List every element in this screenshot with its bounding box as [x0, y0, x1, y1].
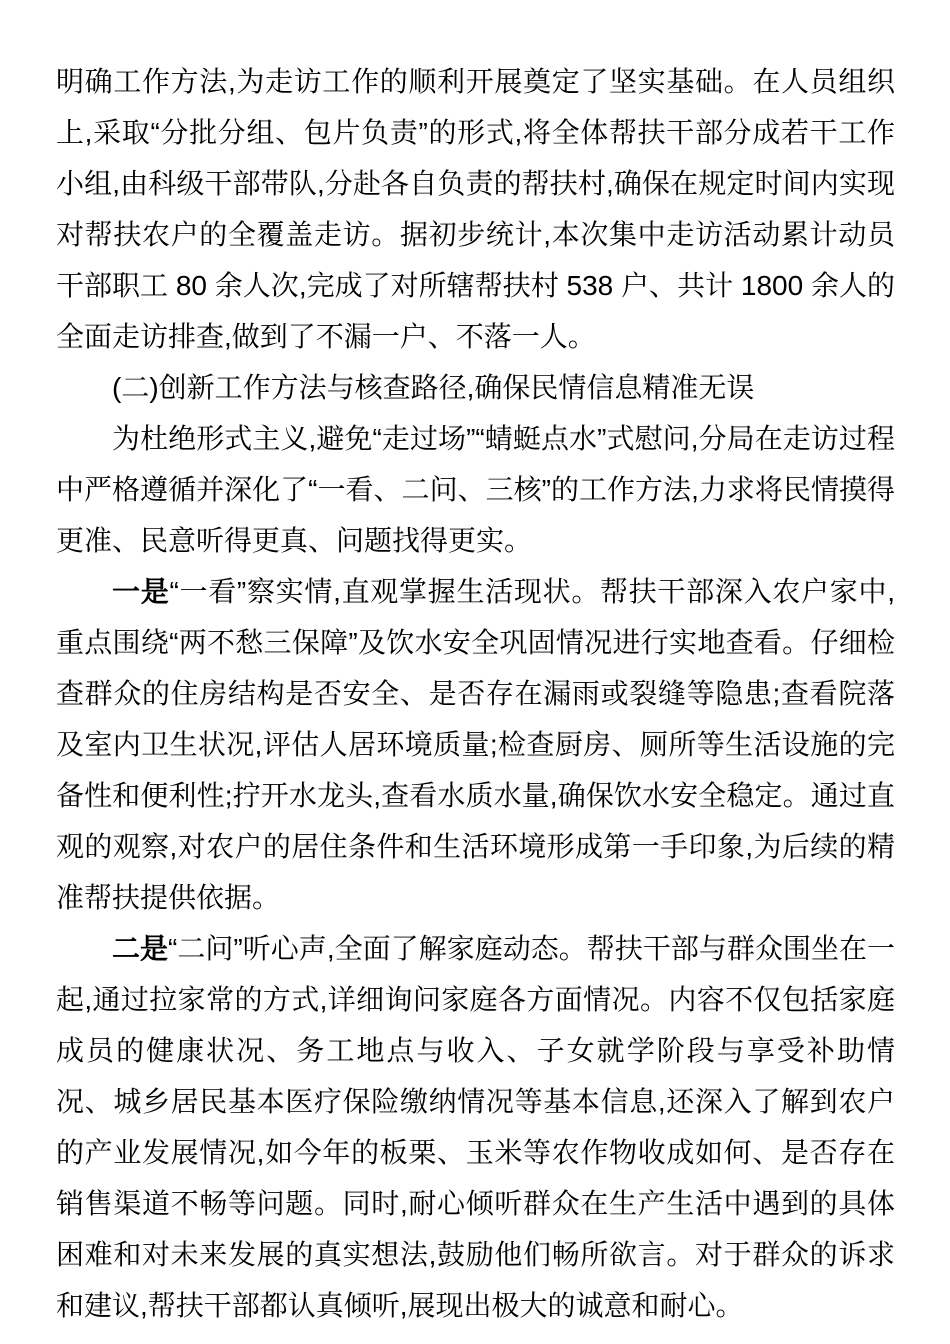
point-two-lead-label: 二是 [112, 933, 169, 964]
point-one-lead-label: 一是 [112, 576, 170, 607]
paragraph-continuation: 明确工作方法,为走访工作的顺利开展奠定了坚实基础。在人员组织上,采取“分批分组、包片负责”的形式,将全体帮扶干部分成若干工作小组,由科级干部带队,分赴各自负责的帮扶村,确保在规定时间内实现对帮扶农户的全覆盖走访。据初步统计,本次集中走访活动累计动员干部职工 80 余人次,完成了对所辖帮扶村 538 户、共计 1800 余人的全面走访排查,做到了不漏一户、不落一人。 [56, 66, 895, 352]
heading-section-two: (二)创新工作方法与核查路径,确保民情信息精准无误 [112, 372, 755, 403]
paragraph-method-intro: 为杜绝形式主义,避免“走过场”“蜻蜓点水”式慰问,分局在走访过程中严格遵循并深化了“一看、二问、三核”的工作方法,力求将民情摸得更准、民意听得更真、问题找得更实。 [56, 423, 895, 556]
point-two-text: “二问”听心声,全面了解家庭动态。帮扶干部与群众围坐在一起,通过拉家常的方式,详细询问家庭各方面情况。内容不仅包括家庭成员的健康状况、务工地点与收入、子女就学阶段与享受补助情况、城乡居民基本医疗保险缴纳情况等基本信息,还深入了解到农户的产业发展情况,如今年的板栗、玉米等农作物收成如何、是否存在销售渠道不畅等问题。同时,耐心倾听群众在生产生活中遇到的具体困难和对未来发展的真实想法,鼓励他们畅所欲言。对于群众的诉求和建议,帮扶干部都认真倾听,展现出极大的诚意和耐心。 [56, 933, 895, 1321]
document-body [56, 56, 895, 1331]
paragraph-point-two [56, 923, 895, 1331]
point-one-text: “一看”察实情,直观掌握生活现状。帮扶干部深入农户家中,重点围绕“两不愁三保障”及饮水安全巩固情况进行实地查看。仔细检查群众的住房结构是否安全、是否存在漏雨或裂缝等隐患;查看院落及室内卫生状况,评估人居环境质量;检查厨房、厕所等生活设施的完备性和便利性;拧开水龙头,查看水质水量,确保饮水安全稳定。通过直观的观察,对农户的居住条件和生活环境形成第一手印象,为后续的精准帮扶提供依据。 [56, 576, 895, 913]
paragraph-point-one [56, 566, 895, 923]
